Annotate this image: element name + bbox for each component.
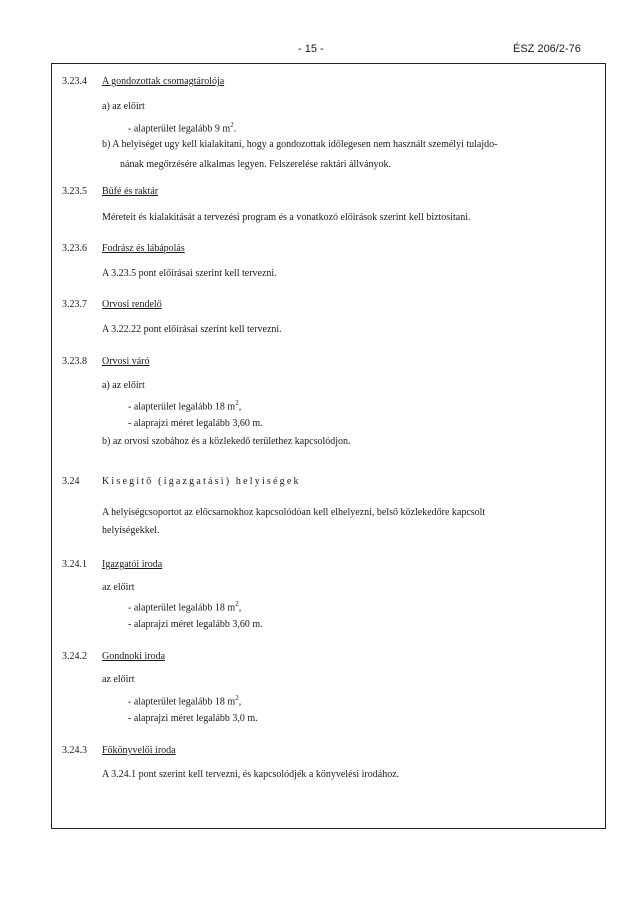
page-number: - 15 -: [298, 43, 324, 55]
section-number: 3.23.8: [62, 356, 87, 367]
item-text: - alapterület legalább 18 m: [128, 401, 236, 413]
paragraph-line: helyiségekkel.: [102, 525, 160, 536]
section-number: 3.24.3: [62, 745, 87, 756]
item-end: ,: [238, 401, 242, 413]
list-item: az előirt: [102, 674, 135, 685]
item-text: - alapterület legalább 18 m: [128, 696, 236, 708]
list-item: b) az orvosi szobához és a közlekedő területhez kapcsolódjon.: [102, 436, 351, 447]
item-text: - alapterület legalább 18 m: [128, 602, 236, 614]
paragraph-line: A 3.22.22 pont előírásai szerint kell tervezni.: [102, 324, 282, 335]
list-item: - alaprajzi méret legalább 3,60 m.: [128, 418, 263, 429]
item-text: - alapterület legalább 9 m: [128, 123, 231, 135]
paragraph-line: A 3.24.1 pont szerint kell tervezni, és kapcsolódjék a könyvelési irodához.: [102, 769, 400, 780]
section-number: 3.23.5: [62, 186, 87, 197]
document-code: ÉSZ 206/2-76: [513, 43, 581, 55]
list-item: az előirt: [102, 582, 135, 593]
item-end: ,: [238, 602, 242, 614]
section-number: 3.24: [62, 476, 80, 487]
list-item: a) az előírt: [102, 380, 145, 391]
section-title: Fodrász és lábápolás: [102, 243, 185, 254]
section-title: Orvosi váró: [102, 356, 150, 367]
item-end: .: [233, 123, 237, 135]
section-title: Kisegitő (igazgatási) helyiségek: [102, 476, 301, 487]
list-item: a) az előírt: [102, 101, 145, 112]
section-title: Igazgatói iroda: [102, 559, 163, 570]
section-title: Orvosi rendelő: [102, 299, 162, 310]
superscript: 2: [235, 399, 239, 407]
section-title: Gondnoki iroda: [102, 651, 166, 662]
paragraph-line: nának megőrzésére alkalmas legyen. Felszerelése raktári állványok.: [120, 159, 391, 170]
list-item: - alaprajzi méret legalább 3,60 m.: [128, 619, 263, 630]
list-item: [128, 694, 241, 707]
paragraph-line: A helyiségcsoportot az előcsarnokhoz kapcsolódóan kell elhelyezni, belső közlekedőre kapcsolt: [102, 507, 486, 518]
section-title: Büfé és raktár: [102, 186, 159, 197]
superscript: 2: [230, 121, 234, 129]
section-number: 3.23.4: [62, 76, 87, 87]
superscript: 2: [235, 600, 239, 608]
list-item: [128, 121, 236, 134]
superscript: 2: [235, 694, 239, 702]
paragraph-line: Méreteit és kialakitását a tervezési program és a vonatkozó előirások szerint kell biztositani.: [102, 212, 471, 223]
list-item: [128, 600, 241, 613]
section-title: Főkönyvelői iroda: [102, 745, 176, 756]
section-number: 3.24.2: [62, 651, 87, 662]
section-title: A gondozottak csomagtárolója: [102, 76, 225, 87]
paragraph-line: A 3.23.5 pont előírásai szerint kell tervezni.: [102, 268, 277, 279]
list-item: - alaprajzi méret legalább 3,0 m.: [128, 713, 258, 724]
paragraph-line: b) A helyiséget ugy kell kialakitani, hogy a gondozottak időlegesen nem használt személyi tulajdo-: [102, 139, 498, 150]
section-number: 3.23.6: [62, 243, 87, 254]
section-number: 3.23.7: [62, 299, 87, 310]
list-item: [128, 399, 241, 412]
section-number: 3.24.1: [62, 559, 87, 570]
item-end: ,: [238, 696, 242, 708]
